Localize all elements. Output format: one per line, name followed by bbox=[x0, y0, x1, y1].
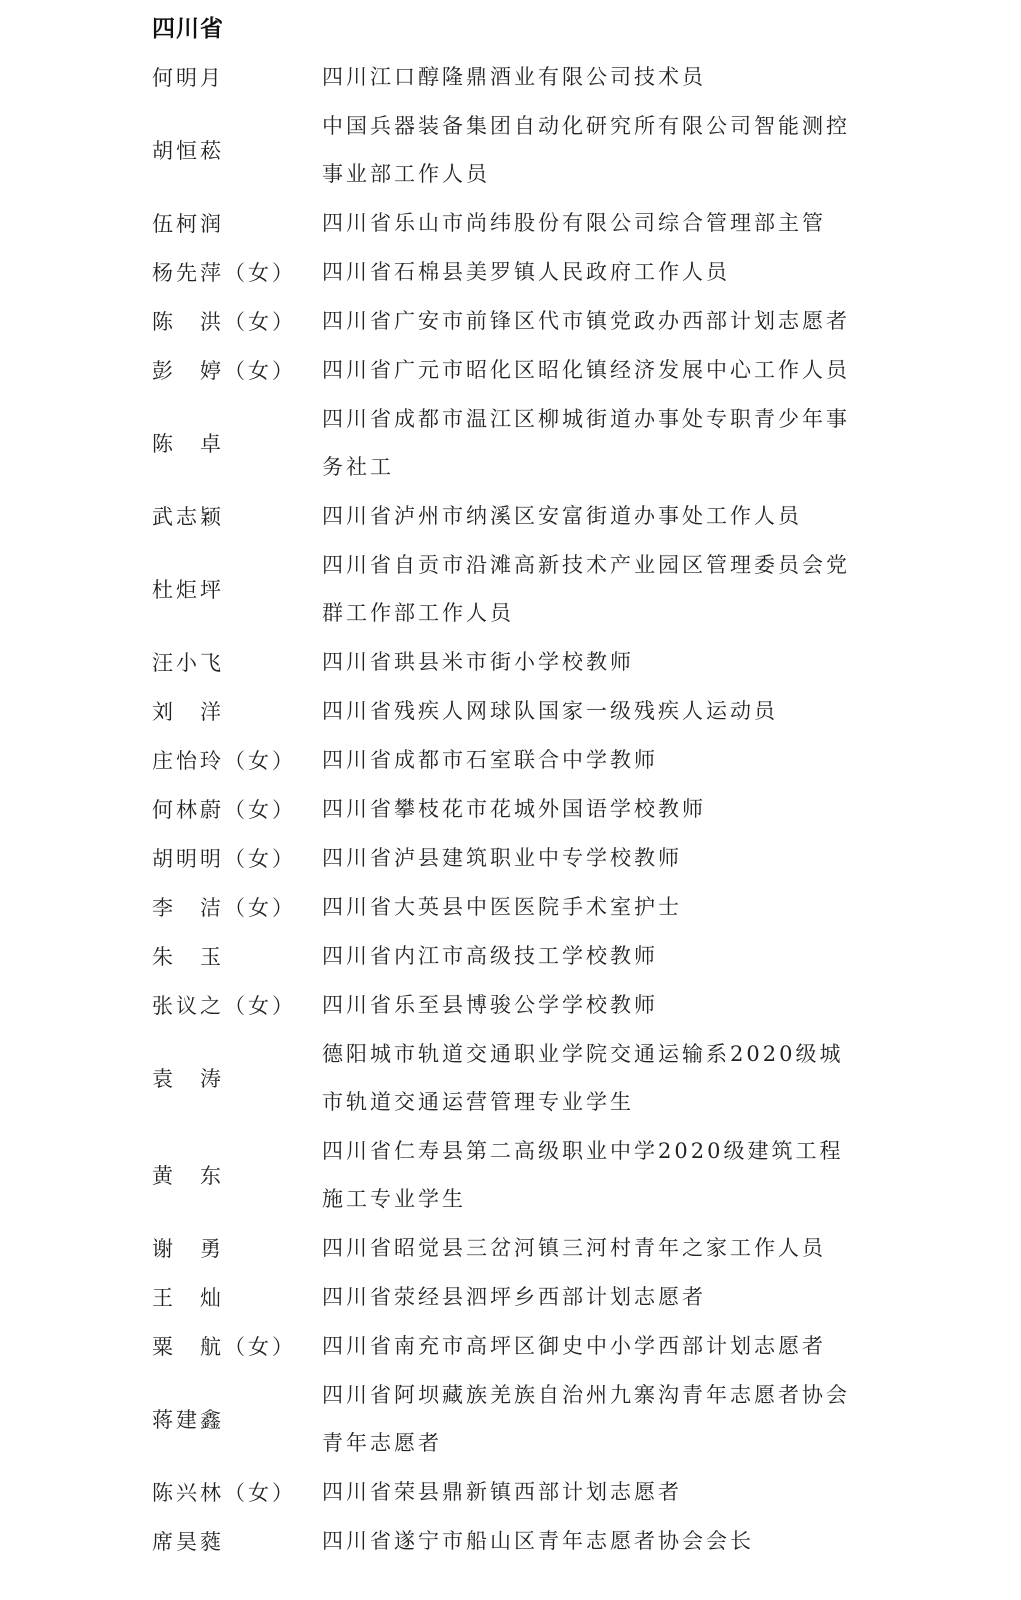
honoree-name: 蒋建鑫 bbox=[152, 1407, 224, 1432]
list-item bbox=[152, 1272, 872, 1321]
honoree-affiliation: 四川省石棉县美罗镇人民政府工作人员 bbox=[322, 259, 730, 284]
list-item bbox=[152, 686, 872, 735]
list-item bbox=[152, 1029, 872, 1126]
honoree-affiliation: 四川省乐山市尚纬股份有限公司综合管理部主管 bbox=[322, 210, 826, 235]
honoree-name: 粟 航（女） bbox=[152, 1334, 296, 1359]
honoree-affiliation: 四川省乐至县博骏公学学校教师 bbox=[322, 992, 658, 1017]
list-item bbox=[152, 394, 872, 491]
list-item bbox=[152, 784, 872, 833]
honoree-affiliation: 四川江口醇隆鼎酒业有限公司技术员 bbox=[322, 64, 706, 89]
list-item bbox=[152, 980, 872, 1029]
honoree-list bbox=[0, 52, 1021, 1565]
honoree-affiliation: 四川省南充市高坪区御史中小学西部计划志愿者 bbox=[322, 1333, 826, 1358]
honoree-name: 朱 玉 bbox=[152, 944, 224, 969]
honoree-name: 庄怡玲（女） bbox=[152, 748, 296, 773]
honoree-name: 胡恒菘 bbox=[152, 138, 224, 163]
honoree-affiliation: 四川省攀枝花市花城外国语学校教师 bbox=[322, 796, 706, 821]
honoree-affiliation: 四川省泸州市纳溪区安富街道办事处工作人员 bbox=[322, 503, 802, 528]
honoree-affiliation: 四川省遂宁市船山区青年志愿者协会会长 bbox=[322, 1528, 754, 1553]
list-item bbox=[152, 101, 872, 198]
honoree-affiliation: 四川省珙县米市街小学校教师 bbox=[322, 649, 634, 674]
honoree-affiliation: 四川省广安市前锋区代市镇党政办西部计划志愿者 bbox=[322, 308, 850, 333]
honoree-affiliation: 四川省残疾人网球队国家一级残疾人运动员 bbox=[322, 698, 778, 723]
list-item bbox=[152, 52, 872, 101]
honoree-affiliation: 四川省泸县建筑职业中专学校教师 bbox=[322, 845, 682, 870]
honoree-name: 黄 东 bbox=[152, 1163, 224, 1188]
honoree-name: 陈 洪（女） bbox=[152, 309, 296, 334]
list-item bbox=[152, 1370, 872, 1467]
honoree-name: 武志颖 bbox=[152, 504, 224, 529]
honoree-name: 汪小飞 bbox=[152, 650, 224, 675]
honoree-name: 席昊蕤 bbox=[152, 1529, 224, 1554]
list-item bbox=[152, 931, 872, 980]
honoree-name: 李 洁（女） bbox=[152, 895, 296, 920]
list-item bbox=[152, 198, 872, 247]
honoree-name: 何林蔚（女） bbox=[152, 797, 296, 822]
list-item bbox=[152, 296, 872, 345]
honoree-name: 何明月 bbox=[152, 65, 224, 90]
honoree-name: 陈兴林（女） bbox=[152, 1480, 296, 1505]
list-item bbox=[152, 1321, 872, 1370]
list-item bbox=[152, 1223, 872, 1272]
honoree-affiliation: 四川省仁寿县第二高级职业中学2020级建筑工程施工专业学生 bbox=[322, 1138, 844, 1211]
list-item bbox=[152, 1467, 872, 1516]
list-item bbox=[152, 491, 872, 540]
honoree-affiliation: 四川省成都市温江区柳城街道办事处专职青少年事务社工 bbox=[322, 406, 850, 479]
honoree-affiliation: 四川省昭觉县三岔河镇三河村青年之家工作人员 bbox=[322, 1235, 826, 1260]
list-item bbox=[152, 735, 872, 784]
honoree-name: 陈 卓 bbox=[152, 431, 224, 456]
honoree-affiliation: 四川省大英县中医医院手术室护士 bbox=[322, 894, 682, 919]
honoree-affiliation: 四川省荥经县泗坪乡西部计划志愿者 bbox=[322, 1284, 706, 1309]
honoree-affiliation: 四川省成都市石室联合中学教师 bbox=[322, 747, 658, 772]
honoree-name: 伍柯润 bbox=[152, 211, 224, 236]
province-heading: 四川省 bbox=[152, 16, 224, 42]
list-item bbox=[152, 345, 872, 394]
list-item bbox=[152, 882, 872, 931]
list-item bbox=[152, 1516, 872, 1565]
honoree-name: 杜炬坪 bbox=[152, 577, 224, 602]
honoree-name: 刘 洋 bbox=[152, 699, 224, 724]
honoree-affiliation: 中国兵器装备集团自动化研究所有限公司智能测控事业部工作人员 bbox=[322, 113, 850, 186]
list-item bbox=[152, 637, 872, 686]
honoree-affiliation: 四川省自贡市沿滩高新技术产业园区管理委员会党群工作部工作人员 bbox=[322, 552, 850, 625]
honoree-name: 谢 勇 bbox=[152, 1236, 224, 1261]
honoree-affiliation: 四川省阿坝藏族羌族自治州九寨沟青年志愿者协会青年志愿者 bbox=[322, 1382, 850, 1455]
honoree-affiliation: 四川省广元市昭化区昭化镇经济发展中心工作人员 bbox=[322, 357, 850, 382]
list-item bbox=[152, 1126, 872, 1223]
honoree-name: 王 灿 bbox=[152, 1285, 224, 1310]
list-item bbox=[152, 833, 872, 882]
honoree-affiliation: 德阳城市轨道交通职业学院交通运输系2020级城市轨道交通运营管理专业学生 bbox=[322, 1041, 844, 1114]
honoree-affiliation: 四川省内江市高级技工学校教师 bbox=[322, 943, 658, 968]
honoree-affiliation: 四川省荣县鼎新镇西部计划志愿者 bbox=[322, 1479, 682, 1504]
honoree-name: 胡明明（女） bbox=[152, 846, 296, 871]
honoree-name: 袁 涛 bbox=[152, 1066, 224, 1091]
honoree-name: 杨先萍（女） bbox=[152, 260, 296, 285]
honoree-name: 彭 婷（女） bbox=[152, 358, 296, 383]
honoree-name: 张议之（女） bbox=[152, 993, 296, 1018]
list-item bbox=[152, 540, 872, 637]
list-item bbox=[152, 247, 872, 296]
